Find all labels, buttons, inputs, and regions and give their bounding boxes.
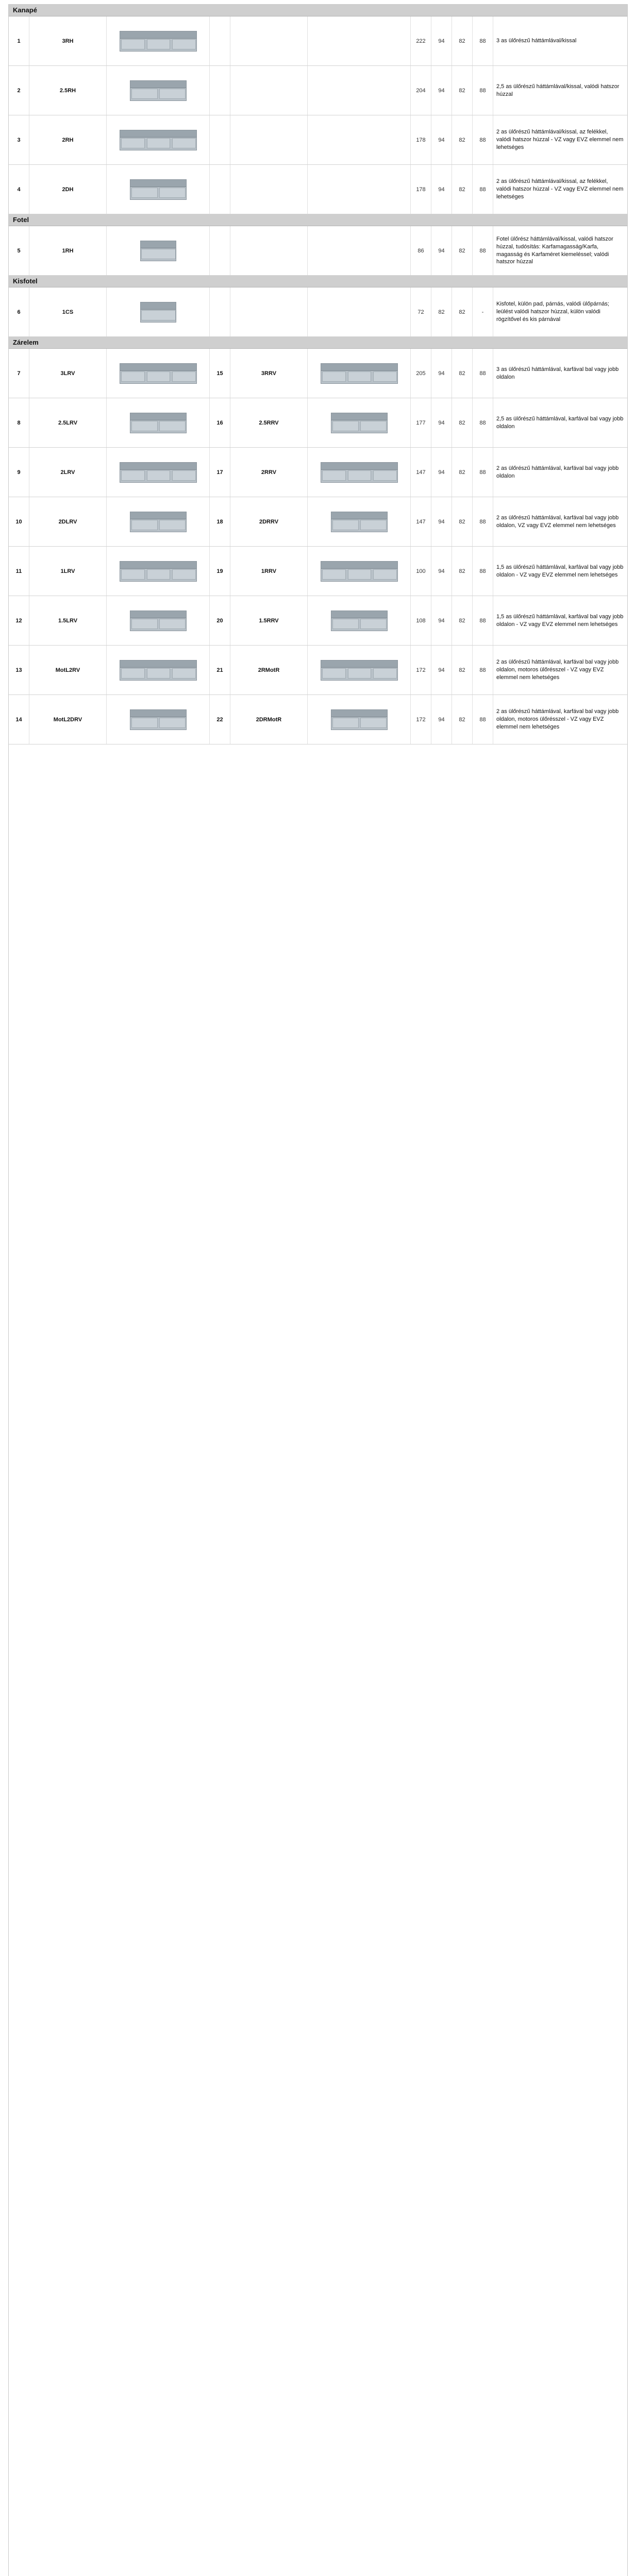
dimension-value: 94 [431,596,452,645]
dimension-value: 94 [431,448,452,497]
dimension-value: 82 [452,497,473,546]
item-number: 12 [9,596,29,645]
item-number: 6 [9,287,29,336]
table-row [9,596,627,646]
item-description: 2 as ülőrészű háttámlával, karfával bal vagy jobb oldalon, VZ vagy EVZ elemmel nem lehetséges [496,514,619,529]
item-code: 2.5LRV [29,398,107,447]
dimension-value: 94 [431,66,452,115]
item-code: MotL2RV [29,646,107,694]
item-description: 2 as ülőrészű háttámlával/kissal, az felékkel, valódi hatszor húzzal - VZ vagy EVZ elemmel nem lehetséges [496,178,624,200]
item-image [107,66,210,115]
item-description: 2 as ülőrészű háttámlával/kissal, az felékkel, valódi hatszor húzzal - VZ vagy EVZ elemmel nem lehetséges [496,129,624,150]
dimension-value: 82 [452,66,473,115]
empty-cell [308,66,411,115]
item-description: 2,5 as ülőrészű háttámlával/kissal, valódi hatszor húzzal [496,83,620,97]
dimension-value: 108 [411,596,431,645]
item-code: 3LRV [29,349,107,398]
item-image [107,646,210,694]
section-header: Fotel [9,214,627,226]
item-code: 1RH [29,226,107,275]
dimension-value: 172 [411,695,431,744]
dimension-value: 88 [473,16,493,65]
item-number-2: 18 [210,497,230,546]
table-row [9,497,627,547]
dimension-value: 82 [452,226,473,275]
item-image [107,398,210,447]
dimension-value: 88 [473,398,493,447]
item-code: MotL2DRV [29,695,107,744]
item-number: 2 [9,66,29,115]
item-code: 2LRV [29,448,107,497]
item-number: 14 [9,695,29,744]
item-image-2 [308,398,411,447]
table-row [9,165,627,214]
sofa-icon [321,660,398,681]
dimension-value: 88 [473,646,493,694]
sofa-icon [130,413,187,433]
item-number: 5 [9,226,29,275]
item-image [107,349,210,398]
item-image [107,695,210,744]
item-number-2: 21 [210,646,230,694]
item-image [107,287,210,336]
table-row [9,695,627,744]
item-code: 1.5LRV [29,596,107,645]
item-code-2: 2DRMotR [230,695,308,744]
dimension-value: 88 [473,547,493,596]
dimension-value: 178 [411,165,431,214]
dimension-value: 94 [431,16,452,65]
sofa-icon [130,512,187,532]
item-image [107,448,210,497]
item-code: 3RH [29,16,107,65]
dimension-value: 88 [473,226,493,275]
item-image-2 [308,547,411,596]
item-number: 9 [9,448,29,497]
sofa-icon [120,130,197,150]
dimension-value: 82 [452,165,473,214]
dimension-value: 204 [411,66,431,115]
item-description: 2,5 as ülőrészű háttámlával, karfával bal vagy jobb oldalon [496,415,624,430]
item-description: Fotel ülőrész háttámlával/kissal, valódi hatszor húzzal, tudósítás: Karfamagasság/Karfa, magasság és Karfaméret kiemeléssel; valódi hatszor húzzal [496,235,613,265]
dimension-value: 82 [452,547,473,596]
dimension-value: 88 [473,596,493,645]
empty-cell [308,16,411,65]
table-row [9,115,627,165]
item-code: 1CS [29,287,107,336]
dimension-value: 82 [431,287,452,336]
empty-cell [308,226,411,275]
sofa-icon [140,302,176,323]
dimension-value: 94 [431,115,452,164]
empty-cell [210,226,230,275]
item-code-2: 2.5RRV [230,398,308,447]
item-number-2: 22 [210,695,230,744]
item-image [107,16,210,65]
section-header: Kanapé [9,5,627,16]
sofa-icon [140,241,176,261]
table-row [9,547,627,596]
sofa-icon [331,611,388,631]
item-code: 2DLRV [29,497,107,546]
dimension-value: 88 [473,165,493,214]
item-image-2 [308,695,411,744]
dimension-value: 82 [452,596,473,645]
sofa-icon [130,709,187,730]
item-image-2 [308,349,411,398]
empty-cell [210,16,230,65]
dimension-value: 222 [411,16,431,65]
sofa-icon [321,462,398,483]
dimension-value: 88 [473,497,493,546]
dimension-value: 82 [452,115,473,164]
sofa-icon [331,709,388,730]
sofa-icon [120,660,197,681]
empty-cell [230,165,308,214]
sofa-icon [120,31,197,52]
item-description: 2 as ülőrészű háttámlával, karfával bal vagy jobb oldalon, motoros ülőrésszel - VZ vagy EVZ elemmel nem lehetséges [496,708,619,730]
sofa-icon [321,561,398,582]
item-image [107,115,210,164]
dimension-value: - [473,287,493,336]
dimension-value: 94 [431,398,452,447]
empty-cell [308,165,411,214]
product-table [8,4,628,2576]
dimension-value: 72 [411,287,431,336]
dimension-value: 205 [411,349,431,398]
item-image-2 [308,448,411,497]
item-number: 3 [9,115,29,164]
dimension-value: 88 [473,115,493,164]
item-code: 2.5RH [29,66,107,115]
sofa-icon [120,363,197,384]
item-description: 2 as ülőrészű háttámlával, karfával bal vagy jobb oldalon, motoros ülőrésszel - VZ vagy EVZ elemmel nem lehetséges [496,659,619,681]
item-number: 11 [9,547,29,596]
table-row [9,16,627,66]
empty-cell [230,66,308,115]
dimension-value: 172 [411,646,431,694]
item-number: 4 [9,165,29,214]
empty-cell [230,115,308,164]
empty-cell [230,226,308,275]
sofa-icon [331,413,388,433]
dimension-value: 94 [431,165,452,214]
dimension-value: 100 [411,547,431,596]
dimension-value: 82 [452,695,473,744]
sofa-icon [130,179,187,200]
dimension-value: 82 [452,398,473,447]
sofa-icon [120,462,197,483]
dimension-value: 94 [431,547,452,596]
dimension-value: 82 [452,16,473,65]
item-code-2: 2RRV [230,448,308,497]
item-number: 8 [9,398,29,447]
item-code: 2RH [29,115,107,164]
dimension-value: 82 [452,287,473,336]
item-description: 3 as ülőrészű háttámlával, karfával bal vagy jobb oldalon [496,366,619,380]
empty-cell [210,115,230,164]
item-code: 1LRV [29,547,107,596]
item-description: 3 as ülőrészű háttámlával/kissal [496,38,577,44]
item-number-2: 16 [210,398,230,447]
item-description: Kisfotel, külön pad, párnás, valódi ülőpárnás; leülést valódi hatszor húzzal, külön valódi rögzítővel és kis párnával [496,301,609,323]
sofa-icon [331,512,388,532]
dimension-value: 82 [452,349,473,398]
dimension-value: 147 [411,448,431,497]
item-number: 10 [9,497,29,546]
item-number-2: 15 [210,349,230,398]
item-image [107,596,210,645]
item-number: 7 [9,349,29,398]
empty-cell [210,287,230,336]
table-row [9,349,627,398]
item-number-2: 17 [210,448,230,497]
empty-cell [210,165,230,214]
item-image [107,226,210,275]
dimension-value: 82 [452,646,473,694]
dimension-value: 82 [452,448,473,497]
sofa-icon [130,80,187,101]
dimension-value: 177 [411,398,431,447]
item-description: 1,5 as ülőrészű háttámlával, karfával bal vagy jobb oldalon - VZ vagy EVZ elemmel nem lehetséges [496,613,624,628]
table-row [9,646,627,695]
dimension-value: 88 [473,349,493,398]
item-number-2: 20 [210,596,230,645]
item-code-2: 2DRRV [230,497,308,546]
item-image [107,165,210,214]
item-image [107,547,210,596]
item-description: 1,5 as ülőrészű háttámlával, karfával bal vagy jobb oldalon - VZ vagy EVZ elemmel nem lehetséges [496,564,624,578]
table-row [9,287,627,337]
table-row [9,66,627,115]
item-image [107,497,210,546]
sofa-icon [120,561,197,582]
item-image-2 [308,596,411,645]
dimension-value: 147 [411,497,431,546]
empty-cell [230,287,308,336]
item-code-2: 3RRV [230,349,308,398]
dimension-value: 94 [431,497,452,546]
dimension-value: 94 [431,646,452,694]
item-code: 2DH [29,165,107,214]
dimension-value: 86 [411,226,431,275]
table-row [9,398,627,448]
item-image-2 [308,497,411,546]
table-row [9,226,627,276]
item-code-2: 1RRV [230,547,308,596]
dimension-value: 94 [431,695,452,744]
item-number-2: 19 [210,547,230,596]
dimension-value: 94 [431,349,452,398]
empty-cell [230,16,308,65]
empty-cell [308,287,411,336]
empty-cell [210,66,230,115]
dimension-value: 88 [473,66,493,115]
item-image-2 [308,646,411,694]
item-number: 1 [9,16,29,65]
item-number: 13 [9,646,29,694]
empty-cell [308,115,411,164]
dimension-value: 94 [431,226,452,275]
section-header: Zárelem [9,337,627,349]
sofa-icon [130,611,187,631]
table-row [9,448,627,497]
item-code-2: 1.5RRV [230,596,308,645]
section-header: Kisfotel [9,276,627,287]
dimension-value: 88 [473,448,493,497]
item-code-2: 2RMotR [230,646,308,694]
item-description: 2 as ülőrészű háttámlával, karfával bal vagy jobb oldalon [496,465,619,479]
dimension-value: 178 [411,115,431,164]
dimension-value: 88 [473,695,493,744]
sofa-icon [321,363,398,384]
